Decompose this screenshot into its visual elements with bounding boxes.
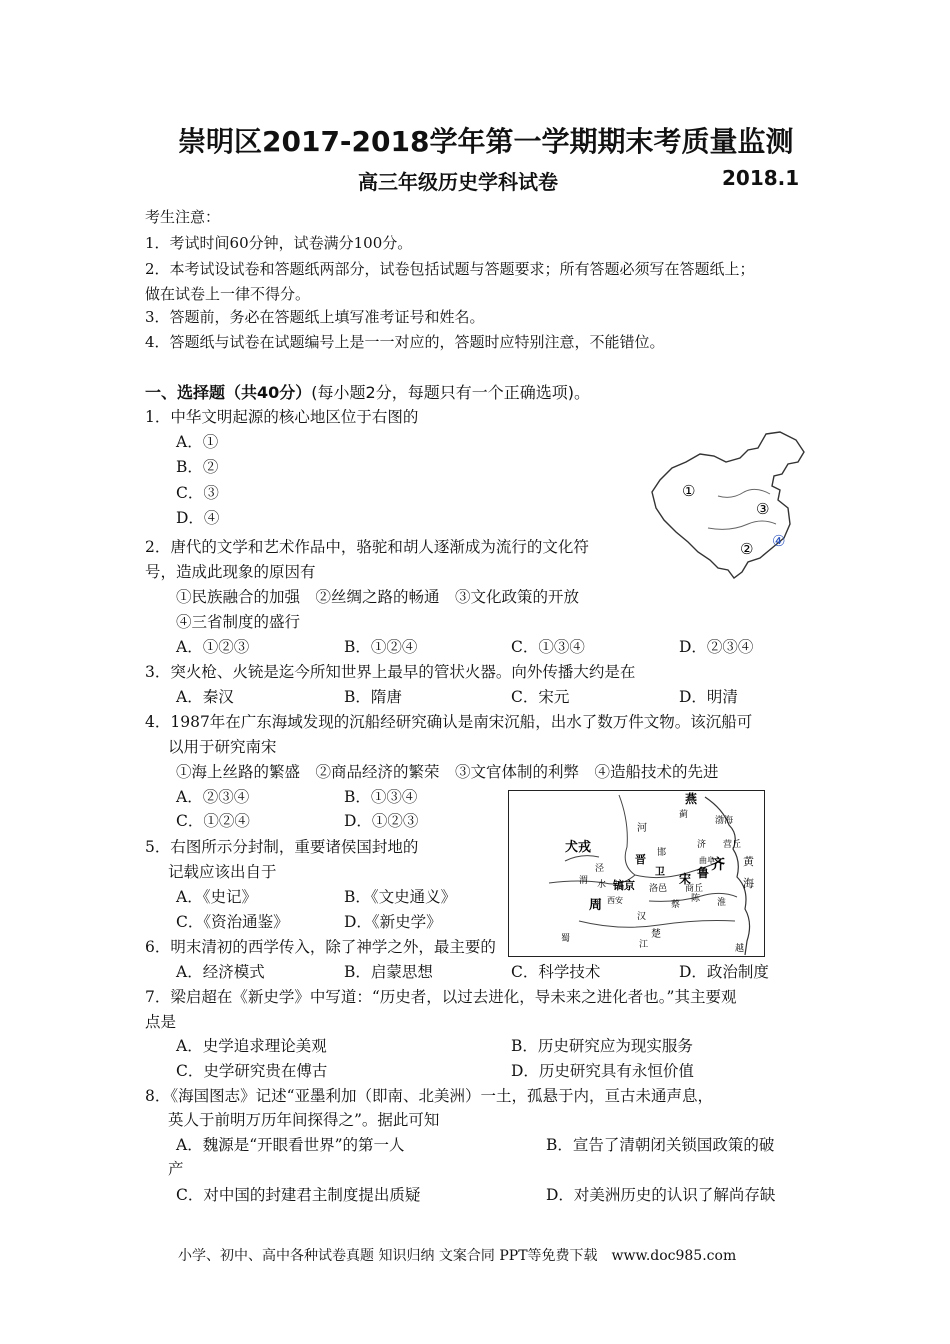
question-4-stem: 4．1987年在广东海域发现的沉船经研究确认是南宋沉船，出水了数万件文物。该沉船可 [145,713,753,731]
map-label-cai: 蔡 [671,900,681,910]
question-6-option-c: C．科学技术 [511,963,601,981]
map-label-he: 河 [637,823,647,834]
question-7-stem: 7．梁启超在《新史学》中写道：“历史者，以过去进化，导未来之进化者也。”其主要观 [145,988,737,1006]
question-5-stem: 5．右图所示分封制，重要诸侯国封地的 [145,838,419,856]
map-label-4: ④ [772,532,786,550]
map-label-quanrong: 犬戎 [565,840,592,855]
question-2-option-a: A．①②③ [176,638,250,656]
question-7-option-b: B．历史研究应为现实服务 [511,1037,693,1055]
map-label-wei-river: 渭 [579,876,589,886]
question-3-option-c: C．宋元 [511,688,570,706]
map-label-1: ① [682,482,696,500]
map-label-yue: 越 [735,944,745,954]
question-7-stem-cont: 点是 [145,1013,177,1031]
question-7-option-a: A．史学追求理论美观 [176,1037,327,1055]
question-6-option-b: B．启蒙思想 [344,963,433,981]
map-label-xian: 西安 [607,896,623,905]
map-label-ji: 蓟 [679,810,689,820]
map-label-bohai: 渤海 [715,816,734,826]
question-2-option-d: D．②③④ [679,638,754,656]
map-label-3: ③ [756,500,770,518]
map-label-yan: 燕 [685,792,698,806]
section-note: (每小题2分，每题只有一个正确选项)。 [311,383,590,402]
question-4-option-a: A．②③④ [176,788,250,806]
notice-item: 2．本考试设试卷和答题纸两部分，试卷包括试题与答题要求；所有答题必须写在答题纸上； [145,260,755,278]
notice-item: 3．答题前，务必在答题纸上填写准考证号和姓名。 [145,308,485,326]
question-7-option-c: C．史学研究贵在傅古 [176,1062,328,1080]
question-6-option-d: D．政治制度 [679,963,769,981]
question-3-stem: 3．突火枪、火铳是迄今所知世界上最早的管状火器。向外传播大约是在 [145,663,636,681]
question-4-option-c: C．①②④ [176,812,250,830]
map-label-qi: 齐 [711,857,725,873]
map-label-huai: 淮 [717,898,727,908]
map-label-zhou: 周 [589,898,603,913]
question-3-option-b: B．隋唐 [344,688,402,706]
question-2-choices: ①民族融合的加强 ②丝绸之路的畅通 ③文化政策的开放 [176,588,580,606]
map-label-haojing: 镐京 [613,879,635,892]
map-label-song: 宋 [679,872,692,886]
page-subtitle: 高三年级历史学科试卷 [358,170,558,194]
question-3-option-d: D．明清 [679,688,738,706]
question-3-option-a: A．秦汉 [176,688,234,706]
question-1-stem: 1．中华文明起源的核心地区位于右图的 [145,408,419,426]
map-label-jiang: 江 [639,940,649,950]
question-5-option-a: A．《史记》 [176,888,257,906]
question-8-option-c: C．对中国的封建君主制度提出质疑 [176,1186,421,1204]
river-line [579,921,735,928]
china-map-figure [648,428,808,588]
map-label-shui: 水 [597,880,607,890]
map-label-yingqiu: 营丘 [723,840,742,850]
question-4-stem-cont: 以用于研究南宋 [168,738,277,756]
question-2-option-b: B．①②④ [344,638,418,656]
question-8-option-d: D．对美洲历史的认识了解尚存缺 [546,1186,776,1204]
section-heading [145,380,590,403]
map-label-luoyi: 洛邑 [649,884,668,894]
page-title: 崇明区2017-2018学年第一学期期末考质量监测 [178,125,794,158]
map-label-han-river: 汉 [637,912,647,922]
map-label-huang: 黄 [743,855,754,868]
question-1-option-a: A．① [176,433,219,451]
question-8-stem: 8．《海国图志》记述“亚墨利加（即南、北美洲）一土，孤悬于内，亘古未通声息， [145,1087,714,1105]
question-4-choices: ①海上丝路的繁盛 ②商品经济的繁荣 ③文官体制的利弊 ④造船技术的先进 [176,763,719,781]
map-label-jing: 泾 [595,864,605,874]
question-5-option-b: B．《文史通义》 [344,888,457,906]
river-line [565,856,599,861]
question-8-option-b-cont: 产 [168,1160,184,1178]
section-title: 一、选择题（共40分） [145,383,312,402]
map-label-ji-river: 济 [697,840,707,850]
map-label-jin: 晋 [635,853,646,866]
map-label-han-city: 邯 [657,848,667,858]
notice-item: 做在试卷上一律不得分。 [145,285,311,303]
question-2-option-c: C．①③④ [511,638,585,656]
page-footer: 小学、初中、高中各种试卷真题 知识归纳 文案合同 PPT等免费下载 www.doc985.com [178,1248,737,1264]
map-label-qufu: 曲阜 [699,856,715,865]
question-6-stem: 6．明末清初的西学传入，除了神学之外，最主要的 [145,938,496,956]
question-4-option-b: B．①③④ [344,788,418,806]
notice-item: 1．考试时间60分钟，试卷满分100分。 [145,234,413,252]
question-2-stem-cont: 号，造成此现象的原因有 [145,563,316,581]
map-label-lu: 鲁 [697,866,710,880]
question-7-option-d: D．历史研究具有永恒价值 [511,1062,694,1080]
notice-heading: 考生注意： [145,208,221,226]
question-5-option-d: D．《新史学》 [344,913,442,931]
question-1-option-b: B．② [176,458,219,476]
question-1-option-c: C．③ [176,484,219,502]
question-2-stem: 2．唐代的文学和艺术作品中，骆驼和胡人逐渐成为流行的文化符 [145,538,589,556]
question-8-option-b: B．宣告了清朝闭关锁国政策的破 [546,1136,775,1154]
map-label-wei-state: 卫 [655,867,665,878]
zhou-fengjian-map-figure [508,790,765,957]
question-5-option-c: C．《资治通鉴》 [176,913,289,931]
question-8-option-a: A．魏源是“开眼看世界”的第一人 [176,1136,405,1154]
river-line [708,521,776,529]
question-6-option-a: A．经济模式 [176,963,265,981]
map-label-shu: 蜀 [561,934,571,944]
question-1-option-d: D．④ [176,509,220,527]
question-5-stem-cont: 记载应该出自于 [168,863,277,881]
question-2-choices-cont: ④三省制度的盛行 [176,613,301,631]
map-label-chu: 楚 [651,929,661,940]
question-8-stem-cont: 英人于前明万历年间探得之”。据此可知 [168,1111,440,1129]
question-4-option-d: D．①②③ [344,812,419,830]
map-label-chen: 陈 [691,894,701,904]
notice-item: 4．答题纸与试卷在试题编号上是一一对应的，答题时应特别注意，不能错位。 [145,333,665,351]
exam-date: 2018.1 [722,166,800,190]
china-outline [652,432,804,578]
map-label-shangqiu: 商丘 [685,884,704,894]
river-line [718,489,770,497]
map-label-hai: 海 [743,877,754,890]
map-label-2: ② [740,540,754,558]
